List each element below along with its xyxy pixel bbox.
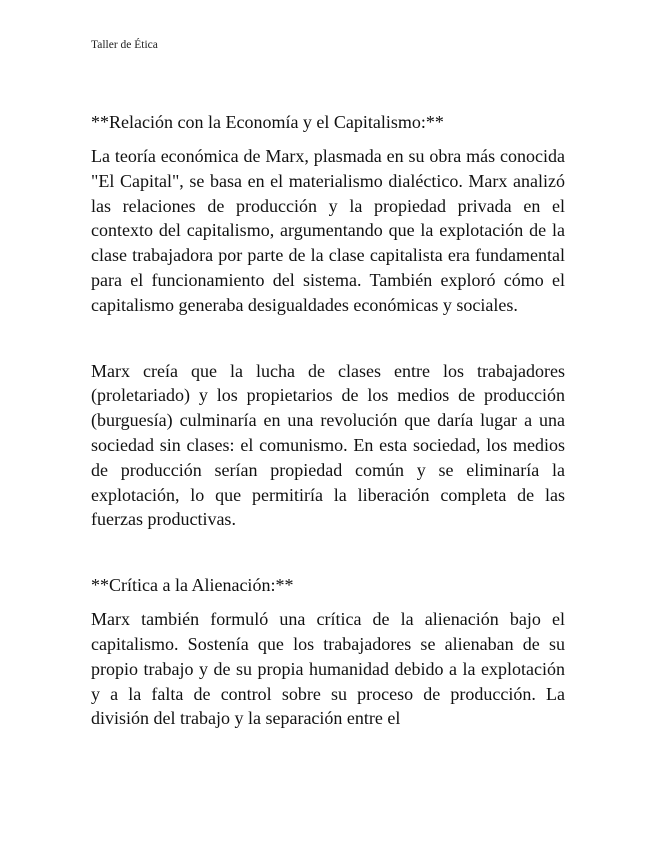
paragraph-spacer bbox=[91, 318, 565, 359]
section-spacer bbox=[91, 532, 565, 573]
paragraph-lucha-de-clases: Marx creía que la lucha de clases entre los trabajadores (proletariado) y los propietarios de los medios de producción (burguesía) culminaría en una revolución que daría lugar a una sociedad sin clases: el comunismo. En esta sociedad, los medios de producción serían propiedad común y se eliminaría la explotación, lo que permitiría la liberación completa de las fuerzas productivas. bbox=[91, 360, 565, 530]
document-body bbox=[91, 110, 565, 731]
running-header: Taller de Ética bbox=[91, 39, 158, 51]
paragraph-el-capital: La teoría económica de Marx, plasmada en su obra más conocida "El Capital", se basa en el materialismo dialéctico. Marx analizó las relaciones de producción y la propiedad privada en el contexto del capitalismo, argumentando que la explotación de la clase trabajadora por parte de la clase capitalista era fundamental para el funcionamiento del sistema. También exploró cómo el capitalismo generaba desigualdades económicas y sociales. bbox=[91, 146, 565, 315]
section-heading-economia: **Relación con la Economía y el Capitalismo:** bbox=[91, 112, 444, 132]
section-heading-alienacion: **Crítica a la Alienación:** bbox=[91, 575, 294, 596]
paragraph-alienacion: Marx también formuló una crítica de la alienación bajo el capitalismo. Sostenía que los trabajadores se alienaban de su propio trabajo y de su propia humanidad debido a la explotación y a la falta de control sobre su proceso de producción. La división del trabajo y la separación entre el bbox=[91, 609, 565, 729]
